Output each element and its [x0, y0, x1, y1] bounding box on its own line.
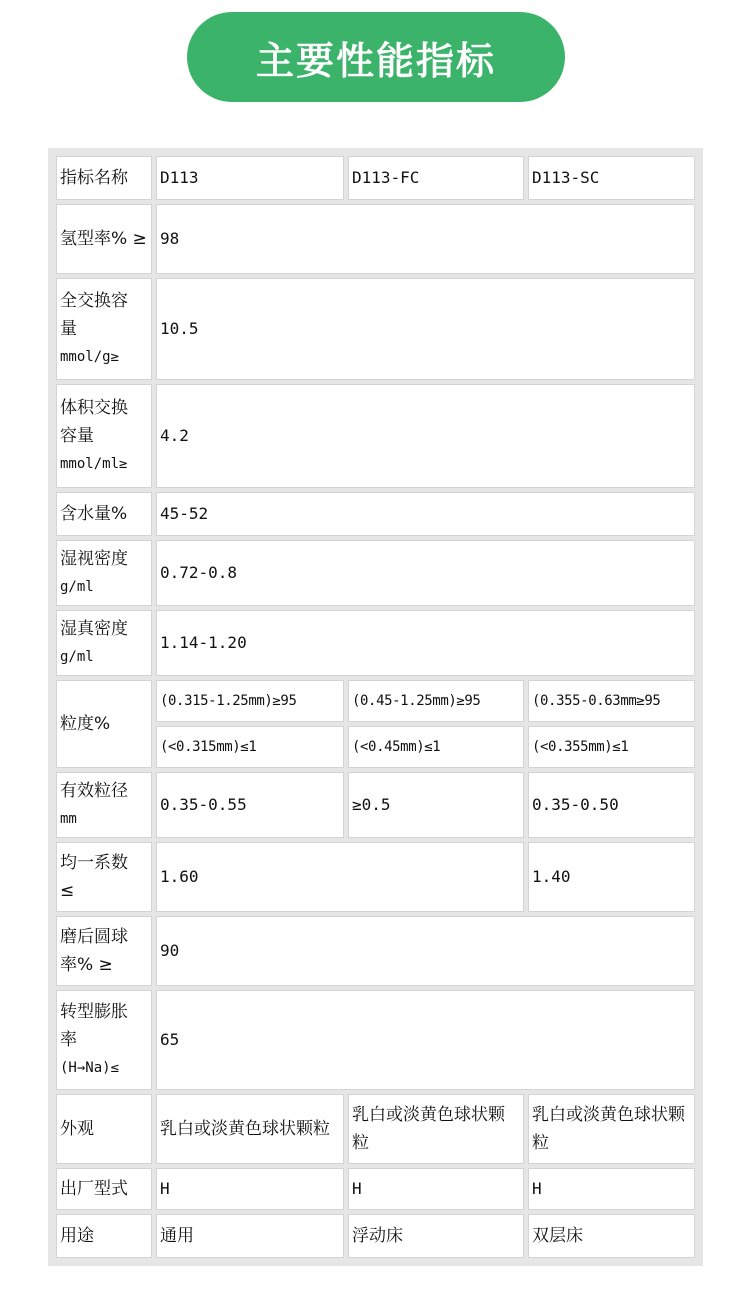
row-label-hydrogen: 氢型率% ≥: [56, 204, 152, 274]
type-d113: H: [156, 1168, 344, 1210]
label-line: 有效粒径: [60, 781, 128, 801]
table-row: [56, 990, 695, 1090]
appearance-d113: 乳白或淡黄色球状颗粒: [156, 1094, 344, 1164]
label-line: 湿真密度: [60, 619, 128, 639]
label-unit: g/ml: [60, 649, 94, 665]
row-label-volume-capacity: [56, 384, 152, 488]
row-label-particle: 粒度%: [56, 680, 152, 768]
uniformity-d113: 1.60: [156, 842, 524, 912]
table-row: [56, 680, 695, 722]
row-label-wet-true: [56, 610, 152, 676]
row-value-wet-true: 1.14-1.20: [156, 610, 695, 676]
usage-d113-fc: 浮动床: [348, 1214, 524, 1258]
page-title: 主要性能指标: [187, 12, 565, 102]
row-label-total-capacity: [56, 278, 152, 380]
table-row: [56, 1168, 695, 1210]
appearance-d113-fc: 乳白或淡黄色球状颗粒: [348, 1094, 524, 1164]
label-line: 转型膨胀: [60, 1002, 128, 1022]
table-row: [56, 204, 695, 274]
table-row: [56, 1094, 695, 1164]
usage-d113-sc: 双层床: [528, 1214, 695, 1258]
uniformity-d113-sc: 1.40: [528, 842, 695, 912]
label-line: 率: [60, 1030, 77, 1050]
row-value-volume-capacity: 4.2: [156, 384, 695, 488]
row-label-appearance: 外观: [56, 1094, 152, 1164]
table-row: [56, 384, 695, 488]
row-value-hydrogen: 98: [156, 204, 695, 274]
row-label-water: 含水量%: [56, 492, 152, 536]
header-d113-fc: D113-FC: [348, 156, 524, 200]
table-row: [56, 540, 695, 606]
effective-size-d113: 0.35-0.55: [156, 772, 344, 838]
table-row: [56, 610, 695, 676]
label-unit: mmol/ml≥: [60, 456, 128, 472]
row-label-effective-size: [56, 772, 152, 838]
table-row: [56, 278, 695, 380]
row-label-wet-apparent: [56, 540, 152, 606]
row-value-swelling: 65: [156, 990, 695, 1090]
header-d113-sc: D113-SC: [528, 156, 695, 200]
row-label-swelling: [56, 990, 152, 1090]
table-row: [56, 842, 695, 912]
label-unit: mm: [60, 811, 77, 827]
table-row: [56, 916, 695, 986]
particle-fine-d113-sc: (<0.355mm)≤1: [528, 726, 695, 768]
table-row: [56, 772, 695, 838]
label-line: 湿视密度: [60, 549, 128, 569]
row-value-total-capacity: 10.5: [156, 278, 695, 380]
label-unit: ≤: [60, 881, 75, 901]
row-value-sphericity: 90: [156, 916, 695, 986]
table-header-row: [56, 156, 695, 200]
effective-size-d113-fc: ≥0.5: [348, 772, 524, 838]
performance-table: [48, 148, 703, 1266]
label-unit: g/ml: [60, 579, 94, 595]
usage-d113: 通用: [156, 1214, 344, 1258]
row-label-usage: 用途: [56, 1214, 152, 1258]
particle-range-d113-sc: (0.355-0.63mm≥95: [528, 680, 695, 722]
label-line: 量: [60, 319, 77, 339]
effective-size-d113-sc: 0.35-0.50: [528, 772, 695, 838]
row-value-water: 45-52: [156, 492, 695, 536]
table-row: [56, 1214, 695, 1258]
row-value-wet-apparent: 0.72-0.8: [156, 540, 695, 606]
label-line: 容量: [60, 426, 94, 446]
label-line: 均一系数: [60, 853, 128, 873]
header-d113: D113: [156, 156, 344, 200]
row-label-sphericity: [56, 916, 152, 986]
label-line: 磨后圆球: [60, 927, 128, 947]
label-line: 全交换容: [60, 291, 128, 311]
row-label-type: 出厂型式: [56, 1168, 152, 1210]
label-line: 体积交换: [60, 398, 128, 418]
row-label-uniformity: [56, 842, 152, 912]
header-label: 指标名称: [56, 156, 152, 200]
label-line: 率% ≥: [60, 955, 113, 975]
particle-range-d113: (0.315-1.25mm)≥95: [156, 680, 344, 722]
label-unit: (H→Na)≤: [60, 1060, 120, 1076]
particle-fine-d113-fc: (<0.45mm)≤1: [348, 726, 524, 768]
type-d113-fc: H: [348, 1168, 524, 1210]
type-d113-sc: H: [528, 1168, 695, 1210]
particle-range-d113-fc: (0.45-1.25mm)≥95: [348, 680, 524, 722]
table-row: [56, 492, 695, 536]
label-unit: mmol/g≥: [60, 349, 120, 365]
appearance-d113-sc: 乳白或淡黄色球状颗粒: [528, 1094, 695, 1164]
particle-fine-d113: (<0.315mm)≤1: [156, 726, 344, 768]
